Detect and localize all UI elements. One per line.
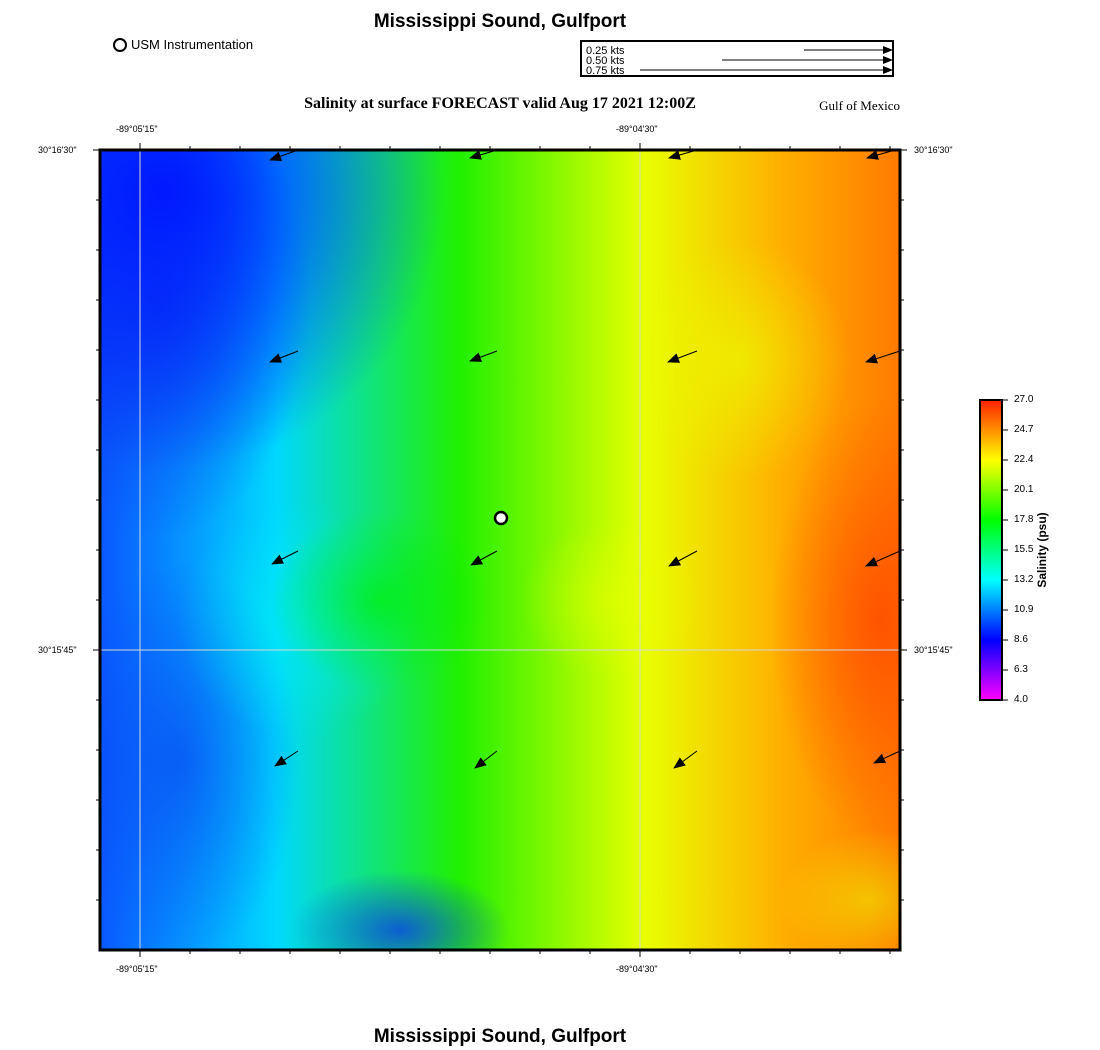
station-legend-label: USM Instrumentation bbox=[131, 37, 254, 52]
scale-label-1: 0.25 kts bbox=[586, 45, 625, 57]
lat-tick-left-1: 30°16'30" bbox=[38, 145, 77, 155]
lon-tick-top-1: -89°05'15" bbox=[116, 124, 158, 134]
colorbar-tick-label: 8.6 bbox=[1014, 634, 1028, 645]
lon-tick-top-2: -89°04'30" bbox=[616, 124, 658, 134]
colorbar-tick-label: 20.1 bbox=[1014, 484, 1034, 495]
lat-tick-right-1: 30°16'30" bbox=[914, 145, 953, 155]
colorbar-tick-label: 13.2 bbox=[1014, 574, 1034, 585]
usm-station-marker[interactable] bbox=[495, 512, 507, 524]
colorbar-tick-label: 24.7 bbox=[1014, 424, 1034, 435]
lon-tick-bottom-1: -89°05'15" bbox=[116, 964, 158, 974]
colorbar-tick-label: 6.3 bbox=[1014, 664, 1028, 675]
colorbar-tick-label: 10.9 bbox=[1014, 604, 1034, 615]
colorbar-tick-label: 22.4 bbox=[1014, 454, 1034, 465]
colorbar-tick-label: 17.8 bbox=[1014, 514, 1034, 525]
region-label: Gulf of Mexico bbox=[819, 98, 900, 113]
scale-label-3: 0.75 kts bbox=[586, 65, 625, 77]
colorbar-tick-label: 4.0 bbox=[1014, 694, 1028, 705]
map-subtitle: Salinity at surface FORECAST valid Aug 17 2021 12:00Z bbox=[304, 95, 696, 112]
colorbar-tick-label: 15.5 bbox=[1014, 544, 1034, 555]
colorbar-tick-label: 27.0 bbox=[1014, 394, 1034, 405]
lat-tick-right-2: 30°15'45" bbox=[914, 645, 953, 655]
lat-tick-left-2: 30°15'45" bbox=[38, 645, 77, 655]
map-title-bottom: Mississippi Sound, Gulfport bbox=[373, 1026, 627, 1047]
lon-tick-bottom-2: -89°04'30" bbox=[616, 964, 658, 974]
map-title: Mississippi Sound, Gulfport bbox=[373, 11, 627, 32]
colorbar-title: Salinity (psu) bbox=[1035, 512, 1049, 588]
colorbar bbox=[980, 400, 1002, 700]
scale-label-2: 0.50 kts bbox=[586, 55, 625, 67]
